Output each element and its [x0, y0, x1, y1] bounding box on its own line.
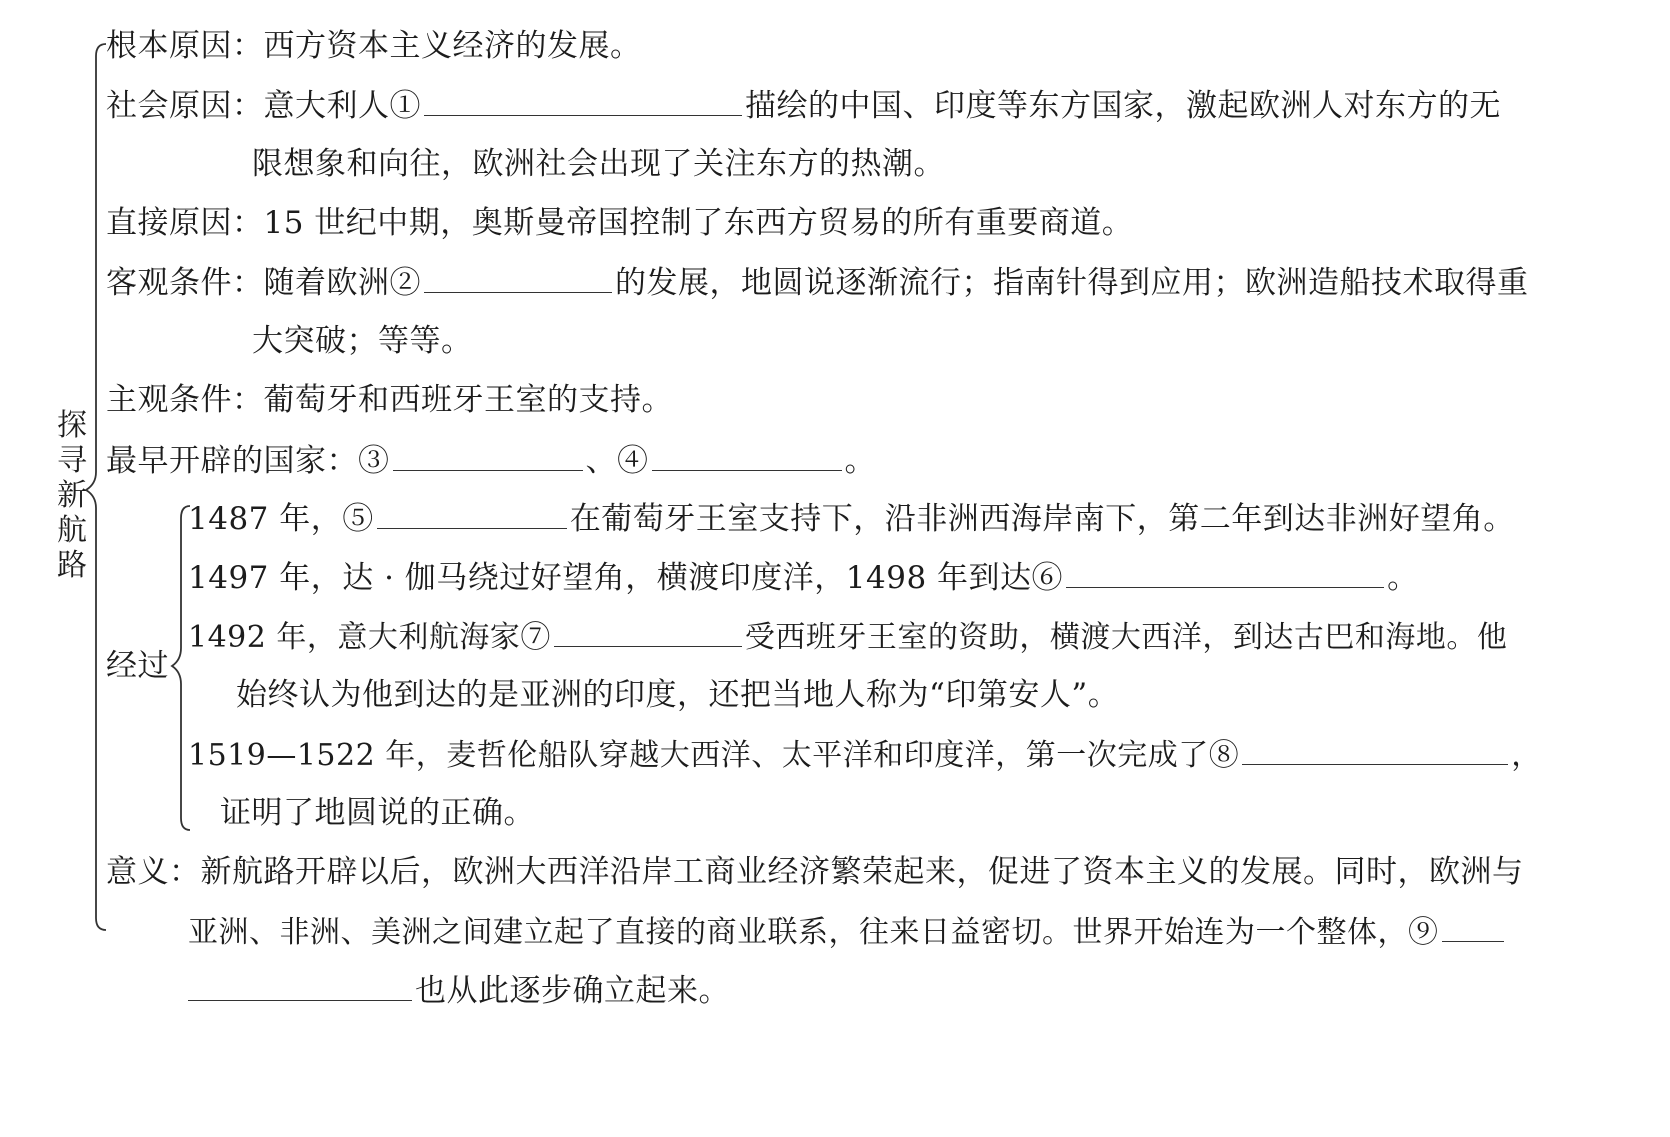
- row-label: 根本原因：: [106, 28, 264, 64]
- row-text: 的发展，地圆说逐渐流行；指南针得到应用；欧洲造船技术取得重: [615, 265, 1529, 301]
- earliest-countries-row: [106, 440, 876, 481]
- row-text: 限想象和向往，欧洲社会出现了关注东方的热潮。: [252, 146, 945, 182]
- answer-blank-7[interactable]: [554, 616, 742, 647]
- answer-blank-5[interactable]: [377, 498, 567, 529]
- separator: 、: [585, 443, 617, 479]
- root-cause-row: [106, 26, 642, 66]
- item-text: 1492 年，意大利航海家⑦: [188, 620, 551, 655]
- row-text: 葡萄牙和西班牙王室的支持。: [263, 382, 673, 418]
- answer-blank-6[interactable]: [1066, 557, 1384, 588]
- subjective-condition-row: [106, 380, 673, 420]
- row-label: 客观条件：: [106, 265, 264, 301]
- answer-blank-4[interactable]: [652, 440, 842, 471]
- item-text: 在葡萄牙王室支持下，沿非洲西海岸南下，第二年到达非洲好望角。: [569, 501, 1515, 537]
- process-item-3-cont: [236, 675, 1119, 715]
- row-text: 新航路开辟以后，欧洲大西洋沿岸工商业经济繁荣起来，促进了资本主义的发展。同时，欧洲与: [200, 854, 1524, 890]
- item-text: ，: [1511, 738, 1542, 773]
- topic-char: 路: [57, 548, 87, 583]
- process-item-1: [188, 498, 1515, 539]
- item-text: 1497 年，达 · 伽马绕过好望角，横渡印度洋，1498 年到达⑥: [188, 560, 1064, 596]
- social-cause-row: [106, 85, 1501, 126]
- direct-cause-row: [106, 203, 1133, 243]
- row-label: 最早开辟的国家：: [106, 443, 358, 479]
- row-label: 社会原因：: [106, 88, 264, 124]
- process-item-4: [188, 734, 1542, 776]
- topic-char: 寻: [57, 443, 87, 478]
- item-text: 受西班牙王室的资助，横渡大西洋，到达古巴和海地。他: [744, 620, 1508, 655]
- row-text: 随着欧洲②: [263, 265, 421, 301]
- row-end: 。: [844, 443, 876, 479]
- row-label: 主观条件：: [106, 382, 264, 418]
- circled-mark: ④: [617, 443, 649, 479]
- significance-row-end: [188, 970, 730, 1011]
- row-text: 15 世纪中期，奥斯曼帝国控制了东西方贸易的所有重要商道。: [263, 205, 1134, 241]
- answer-blank-2[interactable]: [424, 262, 612, 293]
- significance-row-cont: [188, 911, 1507, 953]
- inner-brace: [172, 506, 190, 830]
- social-cause-row-cont: [252, 144, 945, 184]
- circled-mark: ③: [358, 443, 390, 479]
- item-text: 1519—1522 年，麦哲伦船队穿越大西洋、太平洋和印度洋，第一次完成了⑧: [188, 738, 1240, 773]
- answer-blank-9b[interactable]: [188, 970, 412, 1001]
- item-text: 始终认为他到达的是亚洲的印度，还把当地人称为“印第安人”。: [236, 677, 1120, 713]
- topic-title: [52, 408, 92, 583]
- process-label: 经过: [106, 648, 169, 684]
- item-text: 证明了地圆说的正确。: [220, 795, 535, 831]
- topic-char: 探: [57, 408, 87, 443]
- item-text: 1487 年，⑤: [188, 501, 374, 537]
- row-label: 意义：: [106, 854, 201, 890]
- answer-blank-3[interactable]: [393, 440, 583, 471]
- answer-blank-9a[interactable]: [1442, 911, 1504, 942]
- objective-condition-row-cont: [252, 321, 473, 361]
- row-text: 描绘的中国、印度等东方国家，激起欧洲人对东方的无: [745, 88, 1501, 124]
- row-text: 也从此逐步确立起来。: [415, 973, 730, 1009]
- row-text: 大突破；等等。: [252, 323, 473, 359]
- process-item-3: [188, 616, 1507, 658]
- row-text: 意大利人①: [263, 88, 421, 124]
- objective-condition-row: [106, 262, 1529, 303]
- answer-blank-1[interactable]: [424, 85, 742, 116]
- answer-blank-8[interactable]: [1242, 734, 1508, 765]
- significance-row: [106, 852, 1524, 892]
- row-label: 直接原因：: [106, 205, 264, 241]
- row-text: 亚洲、非洲、美洲之间建立起了直接的商业联系，往来日益密切。世界开始连为一个整体，⑨: [188, 915, 1439, 950]
- topic-char: 航: [57, 513, 87, 548]
- process-item-2: [188, 557, 1419, 598]
- topic-char: 新: [57, 478, 87, 513]
- item-text: 。: [1387, 560, 1419, 596]
- row-text: 西方资本主义经济的发展。: [263, 28, 642, 64]
- process-item-4-cont: [220, 793, 535, 833]
